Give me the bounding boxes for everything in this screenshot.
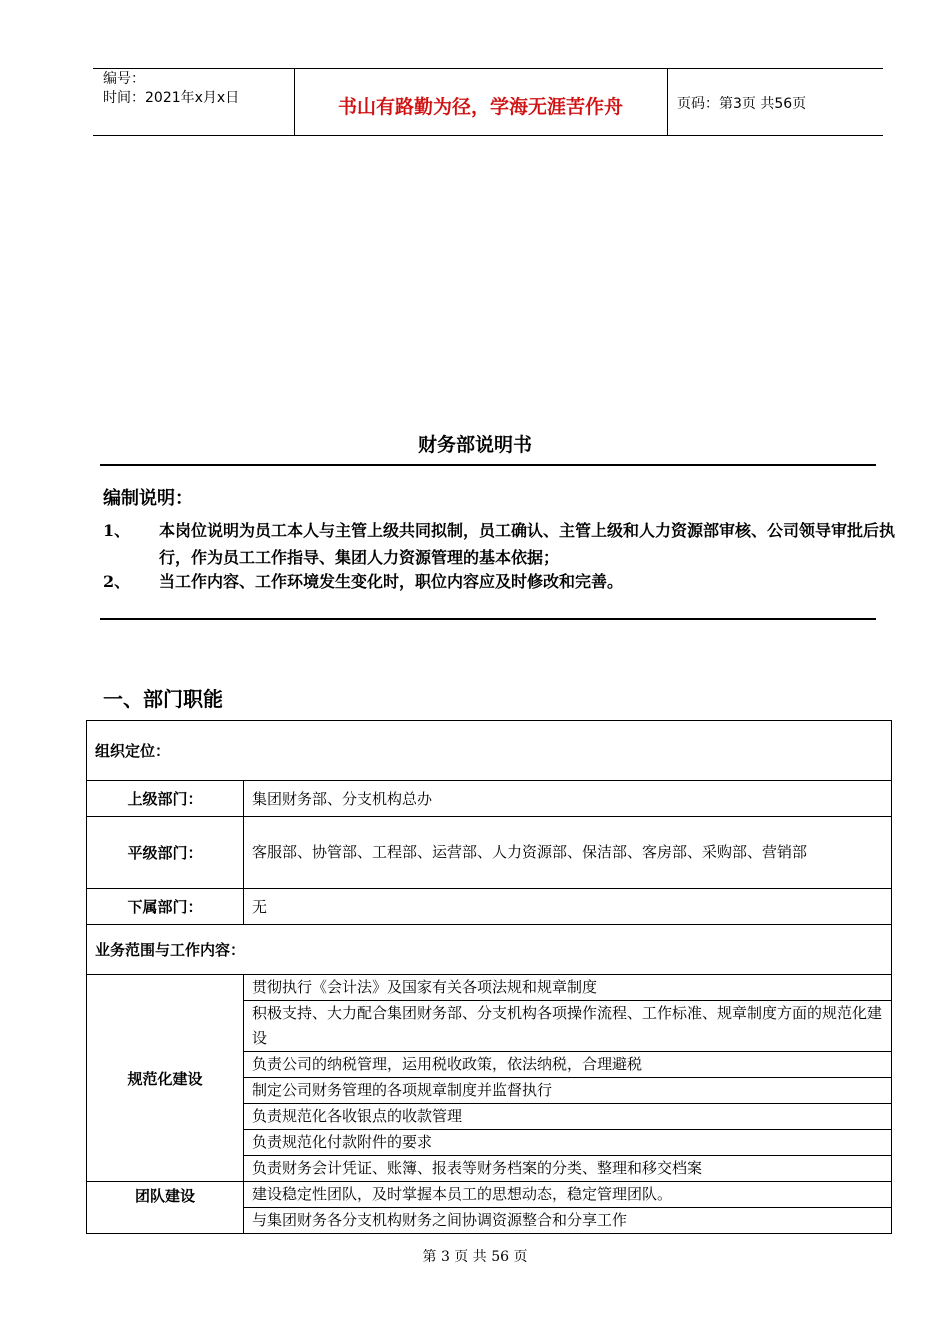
document-title: 财务部说明书 [417,434,532,456]
table-row [87,889,892,925]
duty-item: 负责规范化付款附件的要求 [244,1130,892,1156]
note-text: 当工作内容、工作环境发生变化时，职位内容应及时修改和完善。 [159,572,624,591]
duty-item: 负责规范化各收银点的收款管理 [244,1104,892,1130]
serial-label: 编号： [103,71,145,87]
duty-item: 与集团财务各分支机构财务之间协调资源整合和分享工作 [244,1208,892,1234]
notes-rule [100,618,876,620]
duty-item: 积极支持、大力配合集团财务部、分支机构各项操作流程、工作标准、规章制度方面的规范化建设 [244,1001,892,1052]
row-value: 集团财务部、分支机构总办 [244,781,892,817]
table-row [87,1182,892,1208]
note-item [103,568,903,596]
table-row [87,975,892,1001]
org-heading: 组织定位： [87,721,892,781]
note-number: 2、 [103,572,131,591]
table-row [87,781,892,817]
duty-item: 负责财务会计凭证、账簿、报表等财务档案的分类、整理和移交档案 [244,1156,892,1182]
table-row [87,925,892,975]
time-label: 时间：2021年x月x日 [103,90,240,106]
title-rule [100,464,876,466]
row-label: 下属部门： [87,889,244,925]
table-row [87,817,892,889]
row-label: 上级部门： [87,781,244,817]
header-meta [103,70,239,108]
row-value: 无 [244,889,892,925]
section-heading: 一、部门职能 [103,687,223,711]
header-motto: 书山有路勤为径，学海无涯苦作舟 [337,96,623,118]
row-label: 平级部门： [87,817,244,889]
header-divider [667,68,668,135]
header-page-label: 页码：第3页 共56页 [677,96,807,112]
header-top-border [93,68,883,69]
table-row [87,721,892,781]
duty-item: 负责公司的纳税管理，运用税收政策，依法纳税，合理避税 [244,1052,892,1078]
note-number: 1、 [103,521,131,540]
note-item [103,517,903,573]
notes-heading: 编制说明： [103,488,193,509]
group-label: 规范化建设 [87,975,244,1182]
note-text: 本岗位说明为员工本人与主管上级共同拟制，员工确认、主管上级和人力资源部审核、公司领导审批后执行，作为员工工作指导、集团人力资源管理的基本依据； [159,521,896,567]
department-function-table [86,720,892,1234]
row-value: 客服部、协管部、工程部、运营部、人力资源部、保洁部、客房部、采购部、营销部 [244,817,892,889]
duty-item: 贯彻执行《会计法》及国家有关各项法规和规章制度 [244,975,892,1001]
business-heading: 业务范围与工作内容： [87,925,892,975]
duty-item: 建设稳定性团队，及时掌握本员工的思想动态，稳定管理团队。 [244,1182,892,1208]
page-footer: 第 3 页 共 56 页 [422,1249,528,1265]
duty-item: 制定公司财务管理的各项规章制度并监督执行 [244,1078,892,1104]
header-bottom-border [93,135,883,136]
group-label: 团队建设 [87,1182,244,1234]
